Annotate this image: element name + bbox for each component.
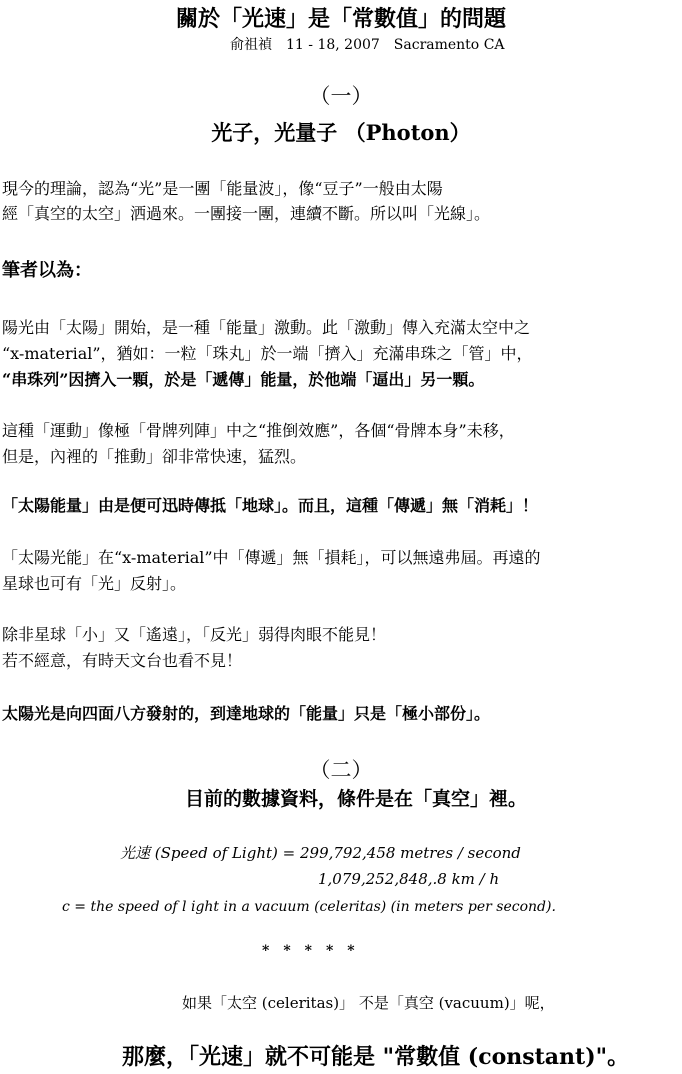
document-title: 關於「光速」是「常數值」的問題 [175,6,506,32]
paragraph-5-line-1: 「太陽光能」在“x-material”中「傳遞」無「損耗」，可以無遠弗屆。再遠的 [2,548,541,567]
question-line: 如果「太空 (celeritas)」 不是「真空 (vacuum)」呢， [182,994,555,1012]
paragraph-2-line-1: 陽光由「太陽」開始，是一種「能量」激動。此「激動」傳入充滿太空中之 [2,318,531,337]
separator-stars: * * * * * [262,943,355,959]
celeritas-definition: c = the speed of l ight in a vacuum (celeritas) (in meters per second). [62,899,556,915]
section-1-heading: 光子，光量子 （Photon） [211,120,471,145]
paragraph-3-line-2: 但是，內裡的「推動」卻非常快速，猛烈。 [2,447,307,466]
speed-kmh-formula: 1,079,252,848,.8 km / h [318,870,500,888]
paragraph-6-line-1: 除非星球「小」又「遙遠」，「反光」弱得肉眼不能見！ [2,625,387,644]
paragraph-2-line-3: “串珠列”因擠入一顆，於是「遞傳」能量，於他端「逼出」另一顆。 [2,370,485,389]
section-2-heading: 目前的數據資料，條件是在「真空」裡。 [185,788,528,810]
section-2-number: （二） [309,758,373,782]
section-1-number: （一） [309,84,373,108]
paragraph-1-line-1: 現今的理論，認為“光”是一團「能量波」，像“豆子”一般由太陽 [2,179,443,198]
paragraph-5-line-2: 星球也可有「光」反射」。 [2,574,187,593]
paragraph-6-line-2: 若不經意，有時天文台也看不見！ [2,651,243,670]
speed-of-light-formula: 光速 (Speed of Light) = 299,792,458 metres / second [120,844,521,862]
paragraph-1-line-2: 經「真空的太空」洒過來。一團接一團，連續不斷。所以叫「光線」。 [2,204,491,223]
byline: 俞祖禎 11 - 18, 2007 Sacramento CA [230,37,505,53]
paragraph-2-line-2: “x-material”，猶如：一粒「珠丸」於一端「擠入」充滿串珠之「管」中， [2,344,533,363]
paragraph-3-line-1: 這種「運動」像極「骨牌列陣」中之“推倒效應”，各個“骨牌本身”未移， [2,421,515,440]
author-heading: 筆者以為： [2,260,92,281]
conclusion-line: 那麼，「光速」就不可能是 "常數值 (constant)"。 [122,1044,630,1070]
paragraph-4: 「太陽能量」由是便可迅時傳抵「地球」。而且，這種「傳遞」無「消耗」！ [2,496,539,515]
paragraph-7: 太陽光是向四面八方發射的，到達地球的「能量」只是「極小部份」。 [2,704,491,723]
